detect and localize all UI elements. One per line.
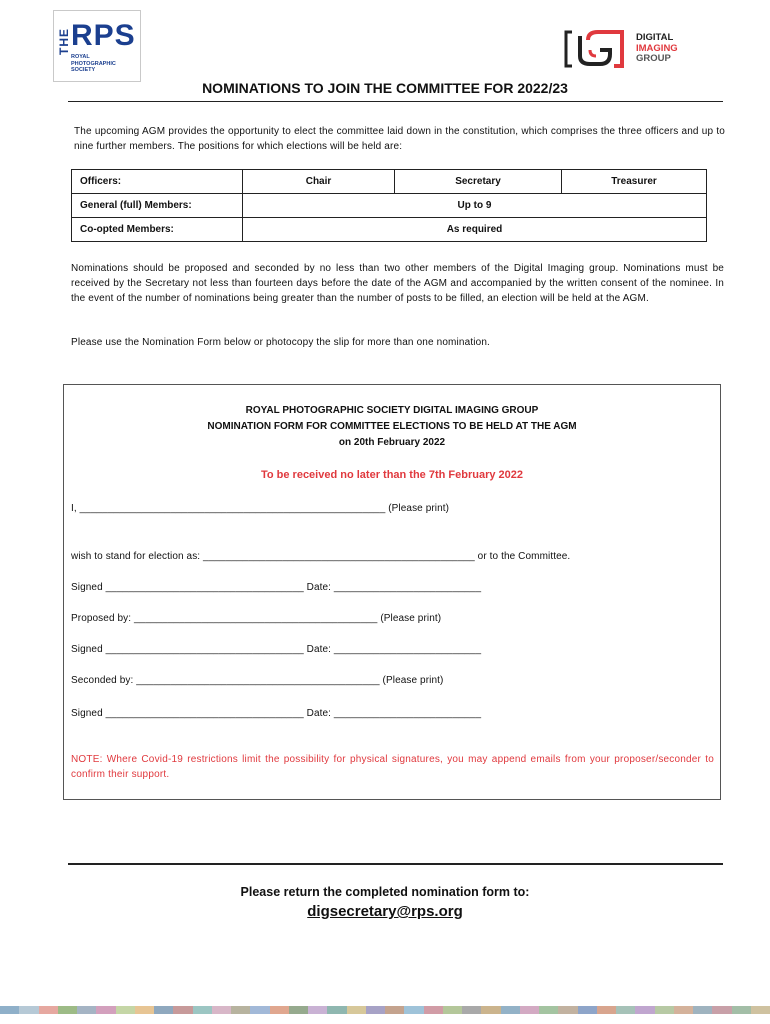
rps-logo-subtitle: ROYAL PHOTOGRAPHIC SOCIETY xyxy=(71,54,116,73)
page-title: NOMINATIONS TO JOIN THE COMMITTEE FOR 2022/23 xyxy=(202,80,568,96)
nominee-signature-line[interactable]: Signed ___________________________________ Date: __________________________ xyxy=(71,582,482,593)
color-swatch xyxy=(327,1006,346,1014)
roles-table xyxy=(71,169,707,242)
color-swatch xyxy=(289,1006,308,1014)
general-members-label: General (full) Members: xyxy=(72,194,243,218)
coopted-members-label: Co-opted Members: xyxy=(72,218,243,242)
color-swatch xyxy=(116,1006,135,1014)
form-heading: ROYAL PHOTOGRAPHIC SOCIETY DIGITAL IMAGING GROUP NOMINATION FORM FOR COMMITTEE ELECTIONS TO BE HELD AT THE AGM on 20th February 2022 xyxy=(207,405,577,448)
color-swatch xyxy=(58,1006,77,1014)
color-swatch xyxy=(154,1006,173,1014)
color-swatch xyxy=(404,1006,423,1014)
color-swatch xyxy=(366,1006,385,1014)
color-swatch xyxy=(520,1006,539,1014)
color-swatch xyxy=(693,1006,712,1014)
color-swatch xyxy=(539,1006,558,1014)
color-swatch xyxy=(616,1006,635,1014)
role-treasurer: Treasurer xyxy=(562,170,707,194)
coopted-members-value: As required xyxy=(243,218,707,242)
color-swatch xyxy=(0,1006,19,1014)
color-swatch xyxy=(39,1006,58,1014)
proposed-by-line[interactable]: Proposed by: ___________________________________________ (Please print) xyxy=(71,613,442,624)
dig-logo-text: DIGITAL IMAGING GROUP xyxy=(636,32,678,64)
rps-logo-the: THE xyxy=(57,28,71,55)
color-swatch xyxy=(19,1006,38,1014)
rps-logo xyxy=(53,10,141,82)
color-swatch xyxy=(347,1006,366,1014)
nominations-paragraph: Nominations should be proposed and seconded by no less than two other members of the Digital Imaging group. Nominations must be received by the Secretary not less than fourteen days before the date of the AGM and accompanied by the written consent of the nominee. In the event of the number of nominations being greater than the number of posts to be filled, an election will be held at the AGM. xyxy=(71,263,724,304)
color-swatch xyxy=(578,1006,597,1014)
general-members-value: Up to 9 xyxy=(243,194,707,218)
officers-label: Officers: xyxy=(72,170,243,194)
color-swatch xyxy=(308,1006,327,1014)
color-swatch xyxy=(231,1006,250,1014)
color-swatch xyxy=(635,1006,654,1014)
proposer-signature-line[interactable]: Signed ___________________________________ Date: __________________________ xyxy=(71,644,482,655)
table-row xyxy=(72,218,707,242)
role-chair: Chair xyxy=(243,170,395,194)
dig-logo xyxy=(564,26,694,70)
color-swatch xyxy=(732,1006,751,1014)
covid-note: NOTE: Where Covid-19 restrictions limit the possibility for physical signatures, you may append emails from your proposer/seconder to confirm their support. xyxy=(71,754,714,780)
color-swatch xyxy=(212,1006,231,1014)
form-deadline: To be received no later than the 7th February 2022 xyxy=(260,469,524,481)
color-swatch xyxy=(250,1006,269,1014)
dig-logo-mark-icon xyxy=(564,26,634,70)
seconder-signature-line[interactable]: Signed ___________________________________ Date: __________________________ xyxy=(71,708,482,719)
color-swatch xyxy=(270,1006,289,1014)
intro-paragraph: The upcoming AGM provides the opportunity to elect the committee laid down in the constitution, which comprises the three officers and up to nine further members. The positions for which elections will be held are: xyxy=(74,126,725,152)
title-divider xyxy=(68,101,723,102)
color-swatch xyxy=(597,1006,616,1014)
seconded-by-line[interactable]: Seconded by: ___________________________________________ (Please print) xyxy=(71,675,444,686)
color-swatch xyxy=(655,1006,674,1014)
color-swatch xyxy=(424,1006,443,1014)
table-row xyxy=(72,194,707,218)
color-swatch xyxy=(135,1006,154,1014)
color-swatch xyxy=(462,1006,481,1014)
rps-logo-letters: RPS xyxy=(71,19,136,52)
stand-for-election-line[interactable]: wish to stand for election as: ________________________________________________ or to the Committee. xyxy=(71,551,571,562)
color-swatch xyxy=(501,1006,520,1014)
return-label: Please return the completed nomination form to: xyxy=(240,885,530,899)
role-secretary: Secretary xyxy=(395,170,562,194)
footer-color-bar xyxy=(0,1006,770,1014)
color-swatch xyxy=(481,1006,500,1014)
color-swatch xyxy=(751,1006,770,1014)
bottom-divider xyxy=(68,863,723,865)
color-swatch xyxy=(193,1006,212,1014)
color-swatch xyxy=(173,1006,192,1014)
color-swatch xyxy=(385,1006,404,1014)
color-swatch xyxy=(674,1006,693,1014)
nominee-name-line[interactable]: I, ______________________________________________________ (Please print) xyxy=(71,503,450,514)
table-row xyxy=(72,170,707,194)
please-use-paragraph: Please use the Nomination Form below or photocopy the slip for more than one nomination. xyxy=(71,337,490,348)
color-swatch xyxy=(96,1006,115,1014)
color-swatch xyxy=(712,1006,731,1014)
color-swatch xyxy=(443,1006,462,1014)
return-email-link[interactable]: digsecretary@rps.org xyxy=(307,903,463,920)
color-swatch xyxy=(77,1006,96,1014)
color-swatch xyxy=(558,1006,577,1014)
